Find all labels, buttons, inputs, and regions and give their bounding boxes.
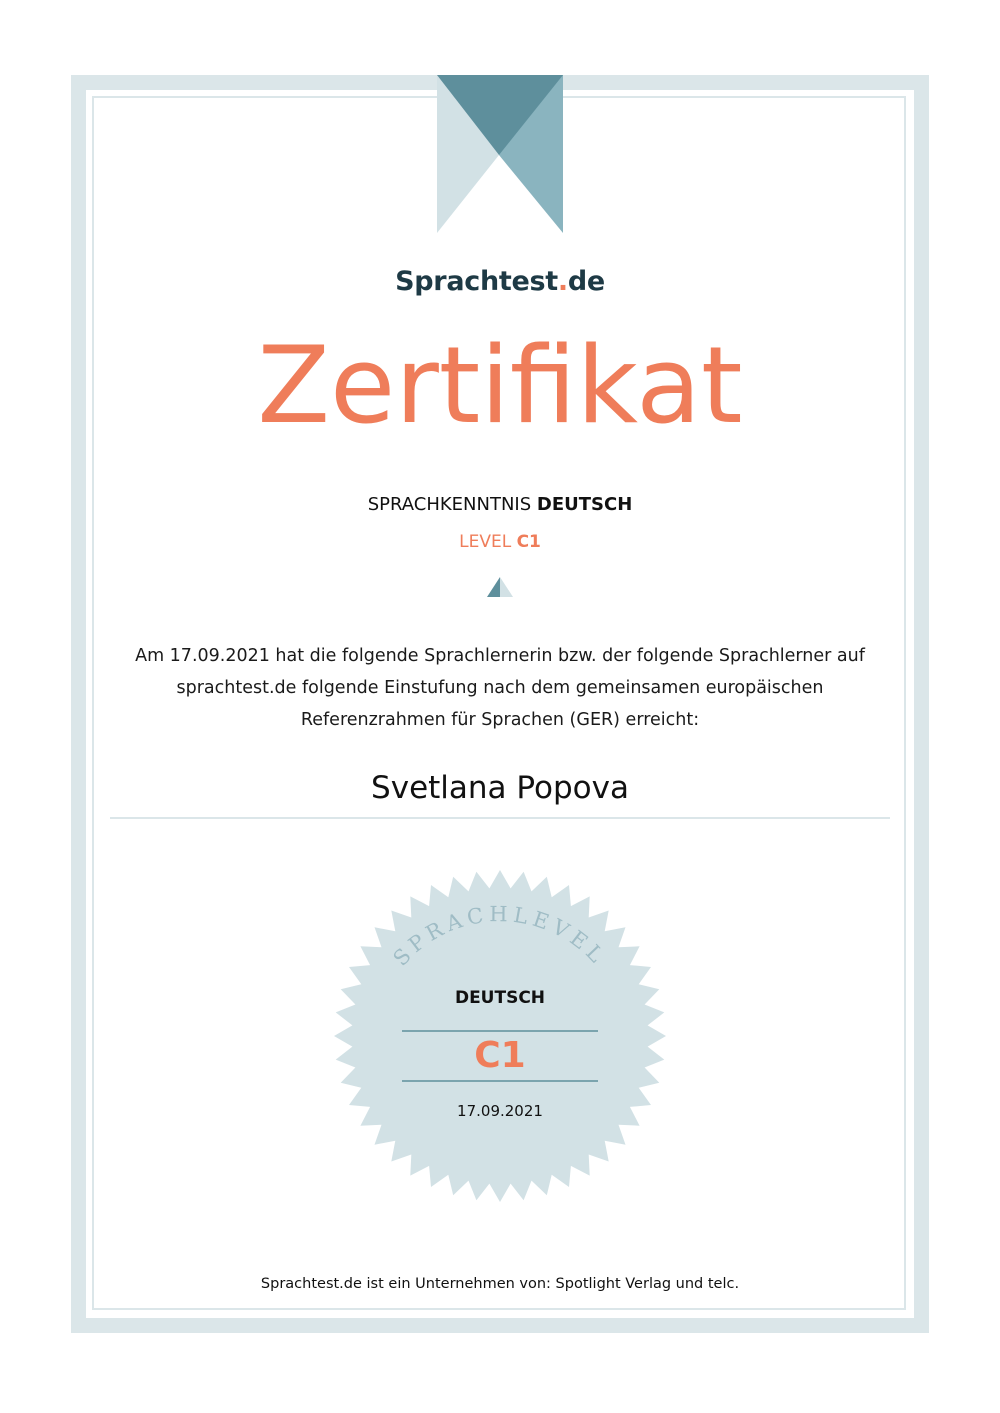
footer-note: Sprachtest.de ist ein Unternehmen von: Spotlight Verlag und telc.	[260, 1276, 740, 1292]
certificate-title: Zertifikat	[257, 324, 743, 447]
seal-date: 17.09.2021	[457, 1102, 543, 1120]
name-underline	[110, 817, 890, 819]
seal-level: C1	[474, 1035, 526, 1076]
skill-heading	[0, 494, 1000, 515]
seal-language: DEUTSCH	[454, 988, 546, 1008]
level-heading	[0, 532, 1000, 552]
statement-line: sprachtest.de folgende Einstufung nach dem gemeinsamen europäischen	[176, 678, 824, 698]
divider-triangle-icon	[487, 577, 513, 598]
skill-prefix: SPRACHKENNTNIS	[367, 494, 532, 515]
statement-line: Referenzrahmen für Sprachen (GER) erreicht:	[300, 710, 700, 730]
skill-language: DEUTSCH	[536, 494, 633, 515]
seal-arc-text: SPRACHLEVEL	[388, 902, 612, 971]
statement-line: Am 17.09.2021 hat die folgende Sprachlernerin bzw. der folgende Sprachlerner auf	[135, 646, 865, 666]
level-prefix: LEVEL	[459, 532, 512, 552]
level-value: C1	[516, 532, 541, 552]
recipient-name: Svetlana Popova	[371, 770, 629, 806]
sprachtest-logo	[0, 266, 1000, 297]
ribbon-icon	[437, 75, 563, 233]
logo-dot: .	[557, 266, 568, 297]
certificate-statement	[0, 640, 1000, 736]
logo-name: Sprachtest	[395, 266, 558, 297]
logo-tld: de	[567, 266, 605, 297]
